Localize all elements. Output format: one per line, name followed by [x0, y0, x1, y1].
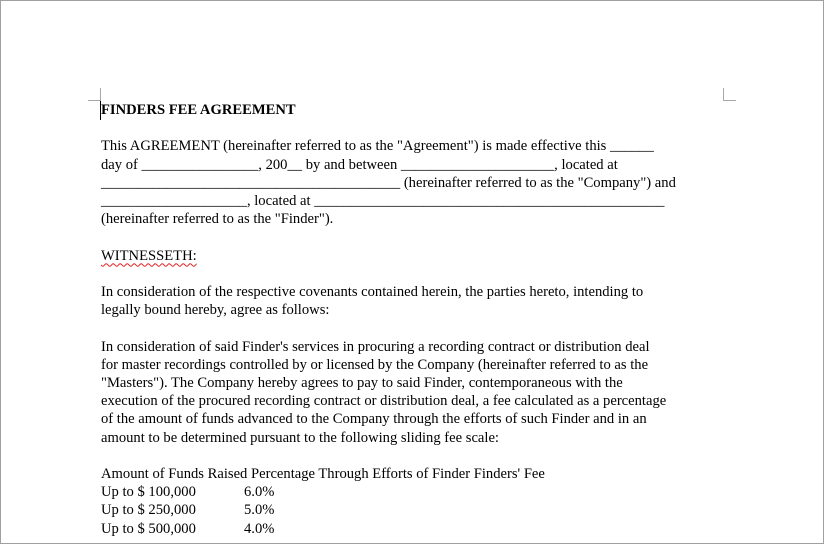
fee-amount: Up to $ 250,000: [101, 502, 196, 519]
fee-amount: Up to $ 100,000: [101, 484, 196, 501]
intro-line: This AGREEMENT (hereinafter referred to as the "Agreement") is made effective this ______: [101, 138, 654, 155]
margin-corner-top-left: [88, 88, 101, 101]
fee-row: [101, 520, 723, 538]
fee-row: [101, 501, 723, 519]
services-paragraph: [101, 338, 723, 447]
fee-amount: Up to $ 500,000: [101, 520, 196, 537]
intro-line: ____________________, located at ________________________________________________: [101, 193, 665, 209]
document-body[interactable]: [101, 101, 723, 538]
margin-corner-top-right: [723, 88, 736, 101]
intro-line: (hereinafter referred to as the "Finder").: [101, 211, 334, 228]
services-line: for master recordings controlled by or licensed by the Company (hereinafter referred to as the: [101, 356, 649, 373]
intro-line: _________________________________________ (hereinafter referred to as the "Company") and: [101, 174, 676, 191]
services-line: "Masters"). The Company hereby agrees to pay to said Finder, contemporaneous with the: [101, 374, 623, 391]
fee-percentage: 5.0%: [244, 502, 275, 519]
consideration-line: legally bound hereby, agree as follows:: [101, 302, 330, 319]
fee-percentage: 4.0%: [244, 520, 275, 537]
document-title: FINDERS FEE AGREEMENT: [101, 102, 296, 118]
consideration-paragraph: [101, 283, 723, 319]
fee-percentage: 6.0%: [244, 484, 275, 501]
fee-row: [101, 483, 723, 501]
witnesseth-heading: [101, 247, 723, 265]
intro-line: day of ________________, 200__ by and between _____________________, located at: [101, 156, 618, 173]
spellcheck-word: WITNESSETH:: [101, 247, 197, 264]
services-line: In consideration of said Finder's services in procuring a recording contract or distribution deal: [101, 338, 650, 355]
fee-table: [101, 465, 723, 538]
services-line: of the amount of funds advanced to the Company through the efforts of such Finder and in an: [101, 411, 647, 428]
fee-table-header: Amount of Funds Raised Percentage Through Efforts of Finder Finders' Fee: [101, 465, 545, 482]
consideration-line: In consideration of the respective covenants contained herein, the parties hereto, intending to: [101, 283, 644, 300]
intro-paragraph: [101, 137, 723, 228]
services-line: amount to be determined pursuant to the following sliding fee scale:: [101, 429, 499, 446]
services-line: execution of the procured recording contract or distribution deal, a fee calculated as a percentage: [101, 393, 667, 410]
